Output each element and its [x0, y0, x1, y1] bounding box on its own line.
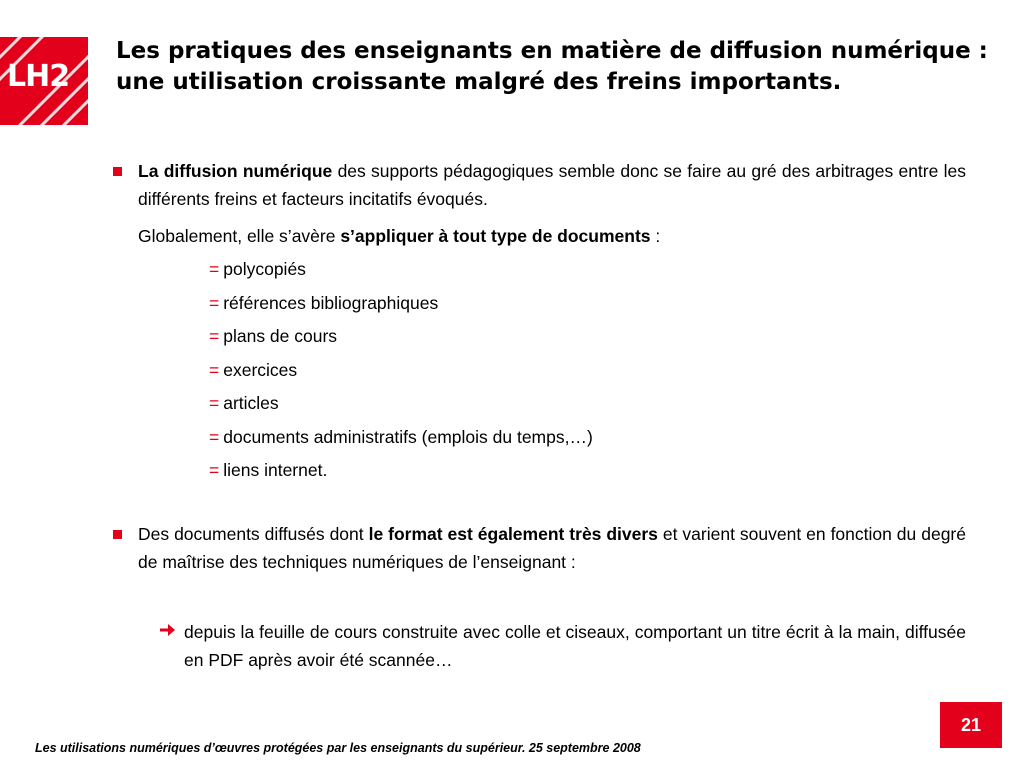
- sub-bullet: depuis la feuille de cours construite avec colle et ciseaux, comportant un titre écrit à la main, diffusée en PDF après avoir été scannée…: [184, 622, 966, 670]
- intro-line: [138, 222, 966, 250]
- red-square-icon: [113, 167, 122, 176]
- lh2-logo: [0, 37, 88, 125]
- equals-marker: =: [209, 259, 220, 279]
- list-item: = documents administratifs (emplois du temps,…): [209, 426, 593, 447]
- equals-marker: =: [209, 292, 220, 313]
- footer-text: Les utilisations numériques d’œuvres protégées par les enseignants du supérieur. 25 septembre 2008: [35, 741, 641, 755]
- page-number-badge: 21: [940, 702, 1002, 748]
- equals-marker: =: [209, 359, 220, 380]
- intro-bold: s’appliquer à tout type de documents: [340, 226, 651, 246]
- intro-prefix: Globalement, elle s’avère: [138, 226, 341, 246]
- list-item: = références bibliographiques: [209, 292, 439, 313]
- list-item: = polycopiés: [209, 259, 306, 279]
- list-item: = liens internet.: [209, 460, 328, 480]
- logo-text: LH2: [7, 59, 70, 94]
- equals-marker: =: [209, 460, 220, 480]
- bullet-one-bold: La diffusion numérique: [138, 161, 333, 181]
- bullet-two-suffix: et varient souvent en fonction du degré de maîtrise des techniques numériques de l’enseignant :: [138, 524, 966, 572]
- list-item: = plans de cours: [209, 326, 338, 346]
- list-item: = exercices: [209, 359, 298, 380]
- bullet-one: [138, 157, 966, 213]
- bullet-two-prefix: Des documents diffusés dont: [138, 524, 369, 544]
- equals-marker: =: [209, 326, 220, 346]
- intro-suffix: :: [650, 226, 661, 246]
- equals-marker: =: [209, 426, 220, 447]
- document-type-list: [209, 255, 593, 490]
- equals-marker: =: [209, 393, 220, 413]
- red-square-icon: [113, 530, 122, 539]
- bullet-two: [138, 520, 966, 576]
- red-arrow-icon: [158, 620, 178, 640]
- bullet-one-text: des supports pédagogiques semble donc se faire au gré des arbitrages entre les différents freins et facteurs incitatifs évoqués.: [138, 161, 966, 209]
- list-item: = articles: [209, 393, 279, 413]
- slide-title: Les pratiques des enseignants en matière de diffusion numérique : une utilisation croissante malgré des freins importants.: [116, 38, 988, 95]
- bullet-two-bold: le format est également très divers: [368, 524, 658, 544]
